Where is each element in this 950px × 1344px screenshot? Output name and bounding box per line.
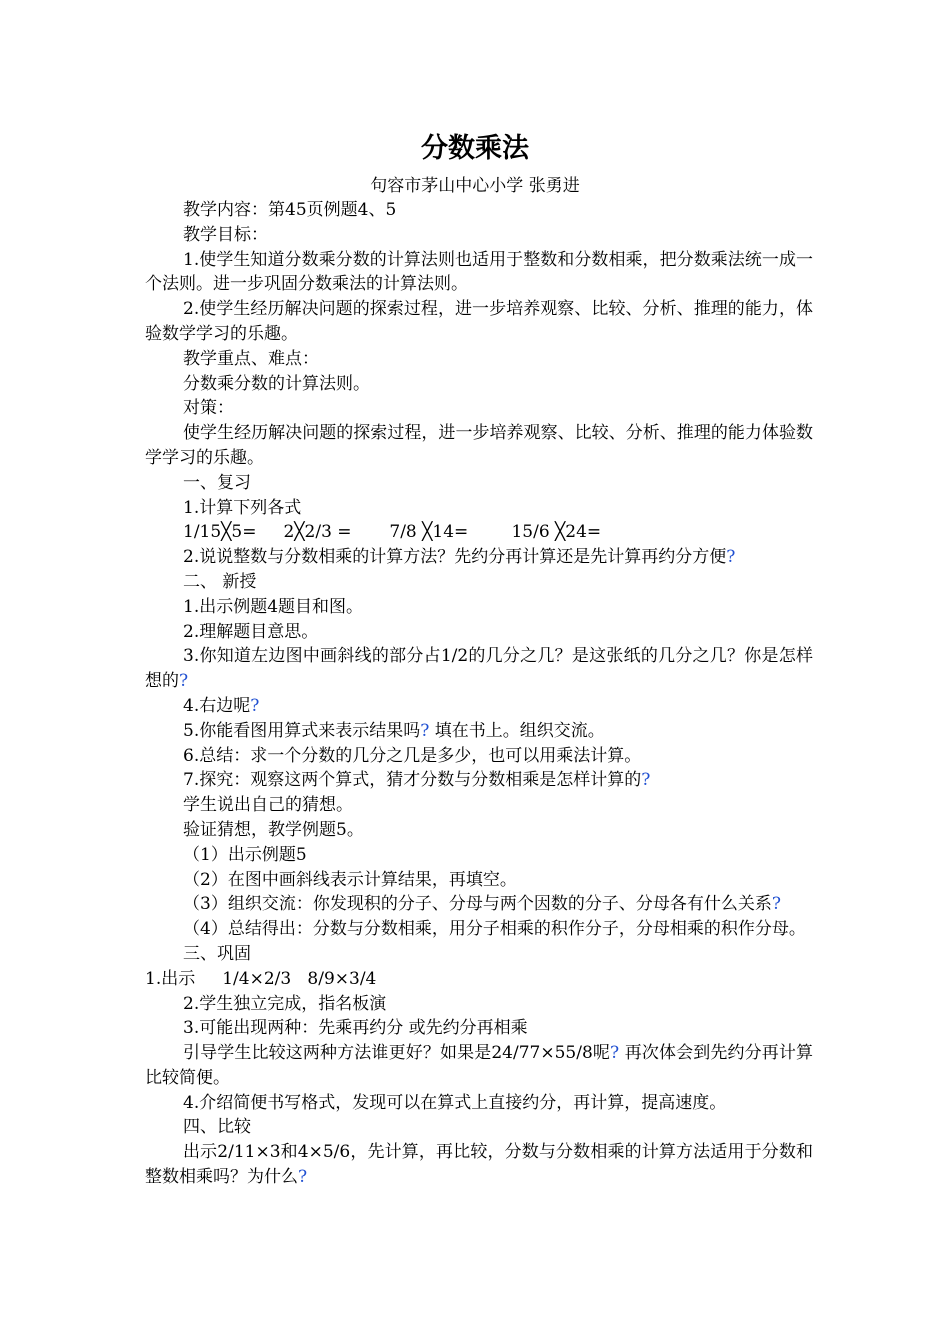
document-body [145, 198, 813, 1190]
paragraph: 2.理解题目意思。 [183, 621, 319, 642]
paragraph: 学生说出自己的猜想。 [183, 795, 353, 816]
paragraph: 6.总结：求一个分数的几分之几是多少，也可以用乘法计算。 [183, 745, 642, 766]
text: 7.探究：观察这两个算式，猜才分数与分数相乘是怎样计算的 [183, 770, 642, 791]
paragraph: 1/15╳5= 2╳2/3 = 7/8 ╳14= 15/6 ╳24= [183, 522, 602, 543]
section-heading: 四、比较 [183, 1117, 251, 1138]
text: 引导学生比较这两种方法谁更好？如果是24/77×55/8呢 [183, 1043, 611, 1064]
paragraph: 1.出示 1/4×2/3 8/9×3/4 [145, 968, 377, 989]
paragraph: 1.计算下列各式 [183, 497, 302, 518]
paragraph: （2）在图中画斜线表示计算结果，再填空。 [183, 869, 517, 890]
author-line: 句容市茅山中心小学 张勇进 [370, 176, 580, 196]
section-heading: 三、巩固 [183, 943, 251, 964]
question-mark: ? [298, 1167, 308, 1188]
paragraph [145, 1140, 813, 1190]
paragraph: 分数乘分数的计算法则。 [183, 373, 370, 394]
paragraph [145, 892, 813, 917]
paragraph: 3.可能出现两种：先乘再约分 或先约分再相乘 [183, 1018, 528, 1039]
text: 5.你能看图用算式来表示结果吗 [183, 720, 421, 741]
text: 出示2/11×3和4×5/6，先计算，再比较，分数与分数相乘的计算方法适用于分数和整数相乘吗？为什么 [145, 1142, 813, 1188]
paragraph [145, 545, 813, 570]
paragraph: 教学内容：第45页例题4、5 [183, 200, 397, 220]
section-heading: 二、 新授 [183, 571, 257, 592]
paragraph: 4.介绍简便书写格式，发现可以在算式上直接约分，再计算，提高速度。 [183, 1092, 727, 1113]
section-heading: 一、复习 [183, 472, 251, 493]
text: 4.右边呢 [183, 695, 251, 716]
paragraph: 教学目标： [183, 224, 268, 245]
text: 再次体会到先约分再计算比较简便。 [145, 1043, 813, 1088]
paragraph: 2.使学生经历解决问题的探索过程，进一步培养观察、比较、分析、推理的能力，体验数学学习的乐趣。 [145, 299, 813, 344]
paragraph: 2.学生独立完成，指名板演 [183, 993, 387, 1014]
document-title: 分数乘法 [421, 133, 529, 164]
text: 2.说说整数与分数相乘的计算方法？先约分再计算还是先计算再约分方便 [183, 547, 727, 568]
text: 填在书上。组织交流。 [429, 720, 605, 741]
question-mark: ? [771, 894, 781, 915]
paragraph: （4）总结得出：分数与分数相乘，用分子相乘的积作分子，分母相乘的积作分母。 [183, 919, 806, 940]
paragraph: 验证猜想，教学例题5。 [183, 819, 364, 840]
paragraph: 对策： [183, 398, 234, 419]
paragraph: 1.使学生知道分数乘分数的计算法则也适用于整数和分数相乘，把分数乘法统一成一个法则。进一步巩固分数乘法的计算法则。 [145, 249, 813, 295]
paragraph: 1.出示例题4题目和图。 [183, 596, 364, 617]
paragraph: 使学生经历解决问题的探索过程，进一步培养观察、比较、分析、推理的能力体验数学学习的乐趣。 [145, 423, 813, 468]
question-mark: ? [420, 720, 430, 741]
paragraph [145, 768, 813, 793]
question-mark: ? [610, 1043, 620, 1064]
text: 3.你知道左边图中画斜线的部分占1/2的几分之几？是这张纸的几分之几？你是怎样想的 [145, 646, 813, 692]
question-mark: ? [250, 695, 260, 716]
question-mark: ? [179, 671, 189, 692]
paragraph [145, 719, 813, 744]
question-mark: ? [641, 770, 651, 791]
paragraph: 教学重点、难点： [183, 348, 319, 369]
question-mark: ? [726, 547, 736, 568]
text: （3）组织交流：你发现积的分子、分母与两个因数的分子、分母各有什么关系 [183, 894, 772, 915]
paragraph [145, 694, 813, 719]
paragraph [145, 1041, 813, 1091]
paragraph: （1）出示例题5 [183, 844, 307, 865]
paragraph [145, 644, 813, 694]
